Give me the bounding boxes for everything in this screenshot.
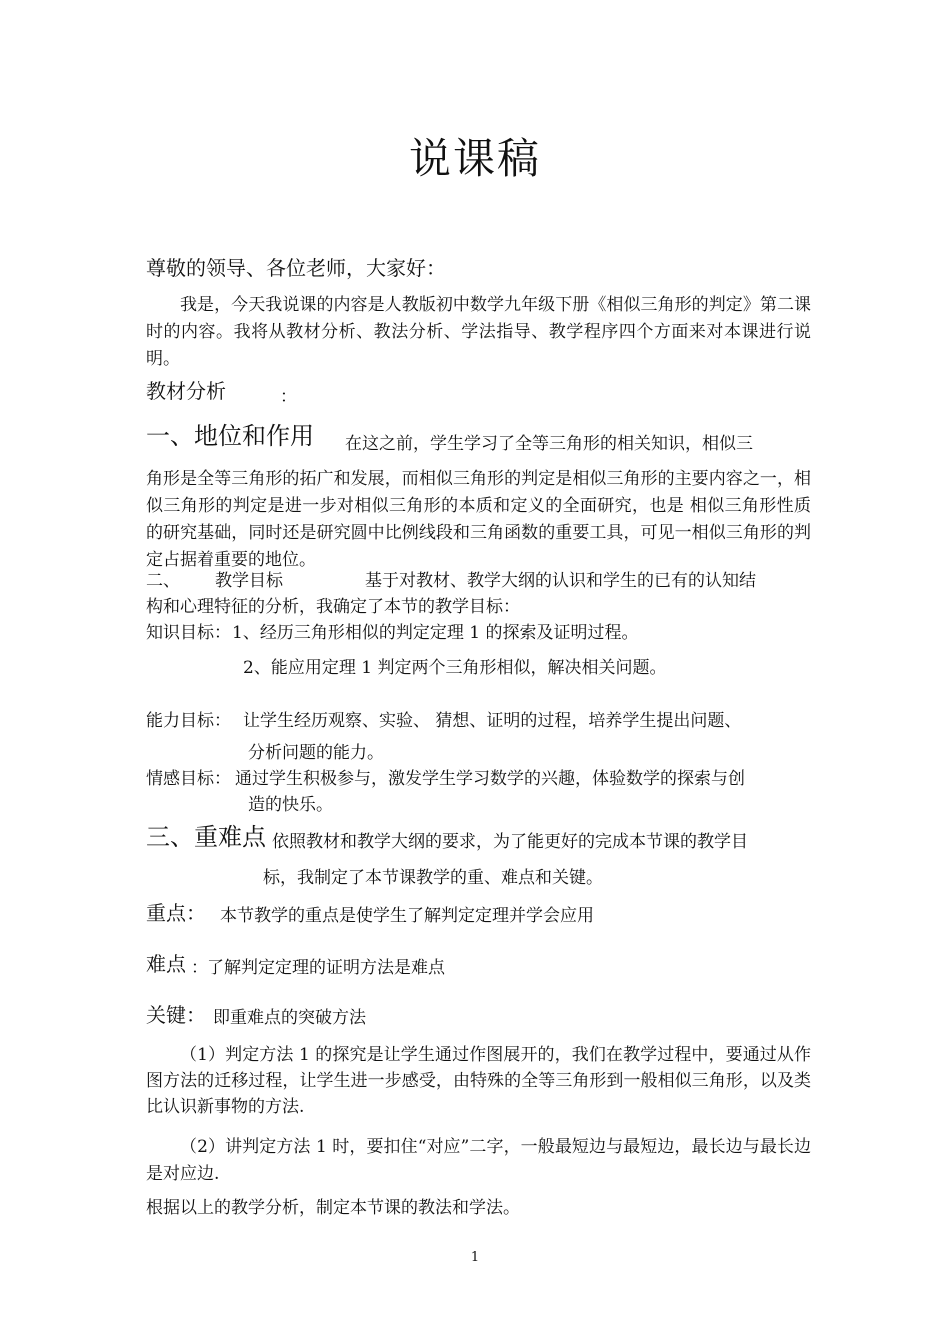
key-point-text: 本节教学的重点是使学生了解判定定理并学会应用 — [220, 906, 594, 926]
material-heading: 教材分析 — [146, 379, 226, 403]
knowledge-goal-2: 2、能应用定理 1 判定两个三角形相似，解决相关问题。 — [243, 658, 667, 678]
method-1-paragraph: （1）判定方法 1 的探究是让学生通过作图展开的，我们在教学过程中，要通过从作图方法的迁移过程，让学生进一步感受，由特殊的全等三角形到一般相似三角形，以及类比认识新事物的方法. — [146, 1045, 811, 1117]
ability-goal-line-2: 分析问题的能力。 — [248, 743, 384, 763]
knowledge-goal-label: 知识目标： — [146, 623, 231, 643]
page-title: 说课稿 — [408, 134, 541, 183]
difficult-point-text: 了解判定定理的证明方法是难点 — [207, 958, 445, 978]
difficult-point-colon: ： — [191, 958, 208, 978]
ability-goal-line-1: 让学生经历观察、实验、 猜想、证明的过程，培养学生提出问题、 — [243, 711, 742, 731]
knowledge-goal-1: 1、经历三角形相似的判定定理 1 的探索及证明过程。 — [232, 623, 639, 643]
section-3-heading: 三、重难点 — [146, 823, 266, 851]
crux-text: 即重难点的突破方法 — [213, 1008, 366, 1028]
emotion-goal-line-1: 通过学生积极参与，激发学生学习数学的兴趣，体验数学的探索与创 — [235, 769, 745, 789]
section-2-first-line: 基于对教材、教学大纲的认识和学生的已有的认知结 — [365, 571, 756, 591]
section-1-body: 角形是全等三角形的拓广和发展，而相似三角形的判定是相似三角形的主要内容之一，相似三角形的判定是进一步对相似三角形的本质和定义的全面研究，也是 相似三角形性质的研究基础，同时还是研究圆中比例线段和三角函数的重要工具，可见一相似三角形的判定占据着重要的地位。 — [146, 469, 811, 570]
key-point-label: 重点： — [146, 901, 206, 925]
conclusion: 根据以上的教学分析，制定本节课的教法和学法。 — [146, 1198, 520, 1218]
section-1-heading: 一、地位和作用 — [146, 422, 314, 450]
section-2-number: 二、 — [146, 571, 180, 591]
ability-goal-label: 能力目标： — [146, 711, 231, 731]
section-2-heading: 教学目标 — [215, 571, 283, 591]
material-heading-colon: ： — [280, 387, 297, 407]
page-number: 1 — [470, 1250, 480, 1265]
intro-paragraph: 我是，今天我说课的内容是人教版初中数学九年级下册《相似三角形的判定》第二课时的内容。我将从教材分析、教法分析、学法指导、教学程序四个方面来对本课进行说明。 — [146, 295, 811, 369]
section-2-second-line: 构和心理特征的分析，我确定了本节的教学目标： — [146, 597, 520, 617]
emotion-goal-line-2: 造的快乐。 — [248, 795, 333, 815]
emotion-goal-label: 情感目标： — [146, 769, 231, 789]
section-1-first-line: 在这之前，学生学习了全等三角形的相关知识，相似三 — [345, 434, 753, 454]
crux-label: 关键： — [146, 1003, 206, 1027]
section-3-line-1: 依照教材和教学大纲的要求，为了能更好的完成本节课的教学目 — [272, 832, 748, 852]
method-2-paragraph: （2）讲判定方法 1 时，要扣住“对应”二字，一般最短边与最短边，最长边与最长边是对应边. — [146, 1137, 811, 1184]
section-3-line-2: 标，我制定了本节课教学的重、难点和关键。 — [263, 868, 603, 888]
difficult-point-label: 难点 — [146, 952, 186, 976]
greeting: 尊敬的领导、各位老师，大家好： — [146, 256, 446, 280]
